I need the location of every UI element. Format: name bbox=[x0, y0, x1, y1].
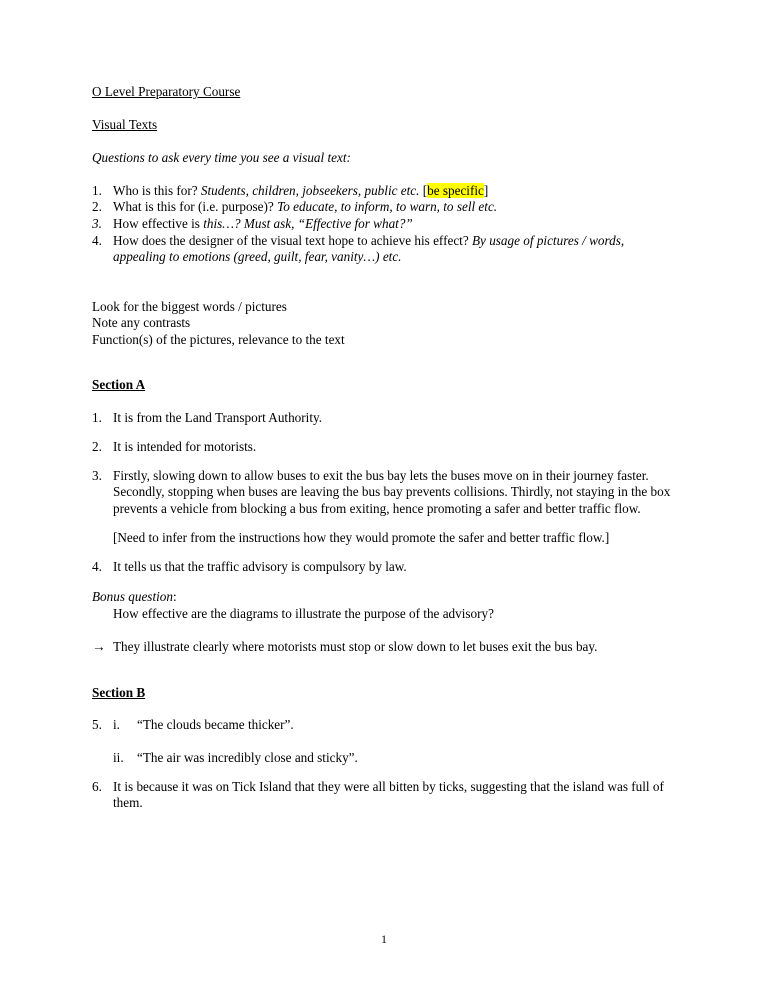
list-marker: 1. bbox=[92, 182, 102, 198]
highlighted-note: be specific bbox=[427, 182, 484, 198]
question-item bbox=[92, 233, 676, 266]
question-lead: How does the designer of the visual text hope to achieve his effect? bbox=[113, 232, 472, 248]
answer-item bbox=[92, 468, 676, 518]
tip-line: Look for the biggest words / pictures bbox=[92, 298, 287, 314]
answer-text: “The air was incredibly close and sticky”. bbox=[137, 749, 358, 765]
answer-item bbox=[92, 750, 676, 767]
question-item bbox=[92, 199, 676, 216]
answer-text: Firstly, slowing down to allow buses to exit the bus bay lets the buses move on in their journey faster. Secondly, stopping when buses are leaving the bus bay prevents collisions. Thirdly, not staying in the box prevents a vehicle from blocking a bus from exiting, hence promoting a safer and better traffic flow. bbox=[113, 467, 671, 516]
question-italic: Students, children, jobseekers, public etc. bbox=[200, 182, 420, 198]
question-italic: this…? Must ask, “Effective for what?” bbox=[203, 215, 413, 231]
list-marker: 4. bbox=[92, 559, 102, 575]
document-title: O Level Preparatory Course bbox=[92, 84, 241, 99]
question-italic: To educate, to inform, to warn, to sell etc. bbox=[277, 199, 498, 215]
bonus-label-colon: : bbox=[172, 588, 177, 604]
questions-list bbox=[92, 183, 676, 266]
section-a-list bbox=[92, 410, 676, 576]
list-marker: 2. bbox=[92, 199, 102, 215]
tips-block bbox=[92, 299, 676, 348]
answer-item bbox=[92, 439, 676, 456]
tip-line: Function(s) of the pictures, relevance to the text bbox=[92, 331, 345, 347]
list-marker: 6. bbox=[92, 778, 102, 794]
answer-text: It is because it was on Tick Island that they were all bitten by ticks, suggesting that the island was full of them. bbox=[113, 778, 664, 811]
document-subtitle: Visual Texts bbox=[92, 116, 158, 132]
bracket-open: [ bbox=[419, 182, 428, 198]
answer-item bbox=[92, 410, 676, 427]
question-lead: How effective is bbox=[113, 215, 204, 231]
question-item bbox=[92, 216, 676, 233]
list-marker: 4. bbox=[92, 232, 102, 248]
bonus-label-italic: Bonus question bbox=[92, 588, 173, 604]
list-marker: 2. bbox=[92, 438, 102, 454]
question-item bbox=[92, 183, 676, 200]
page-number: 1 bbox=[381, 934, 387, 946]
sub-list-marker: i. bbox=[113, 717, 120, 733]
list-marker: 3. bbox=[92, 467, 102, 483]
sub-list-marker: ii. bbox=[113, 749, 124, 765]
question-lead: Who is this for? bbox=[113, 182, 201, 198]
bonus-question-label bbox=[92, 589, 676, 606]
inference-note: [Need to infer from the instructions how they would promote the safer and better traffic flow.] bbox=[113, 530, 610, 546]
questions-prompt: Questions to ask every time you see a visual text: bbox=[92, 150, 351, 166]
answer-item bbox=[92, 779, 676, 812]
question-italic: By usage of pictures / words, appealing to emotions (greed, guilt, fear, vanity…) etc. bbox=[113, 232, 625, 265]
answer-text: It tells us that the traffic advisory is compulsory by law. bbox=[113, 559, 407, 575]
section-b-heading: Section B bbox=[92, 684, 146, 700]
answer-item bbox=[92, 717, 676, 734]
bracket-close: ] bbox=[483, 182, 489, 198]
bonus-answer-text: They illustrate clearly where motorists must stop or slow down to let buses exit the bus bay. bbox=[113, 638, 598, 654]
answer-item bbox=[92, 559, 676, 576]
list-marker: 5. bbox=[92, 717, 102, 733]
tip-line: Note any contrasts bbox=[92, 315, 191, 331]
list-marker: 1. bbox=[92, 409, 102, 425]
question-lead: What is this for (i.e. purpose)? bbox=[113, 199, 278, 215]
bonus-question-text: How effective are the diagrams to illustrate the purpose of the advisory? bbox=[113, 606, 494, 622]
answer-text: It is from the Land Transport Authority. bbox=[113, 409, 323, 425]
answer-text: It is intended for motorists. bbox=[113, 438, 257, 454]
answer-text: “The clouds became thicker”. bbox=[137, 717, 294, 733]
bonus-answer bbox=[92, 639, 676, 656]
section-b-list bbox=[92, 717, 676, 812]
document-body bbox=[92, 84, 676, 812]
arrow-right-icon: → bbox=[92, 638, 106, 654]
list-marker: 3. bbox=[92, 215, 102, 231]
section-a-heading: Section A bbox=[92, 376, 146, 392]
